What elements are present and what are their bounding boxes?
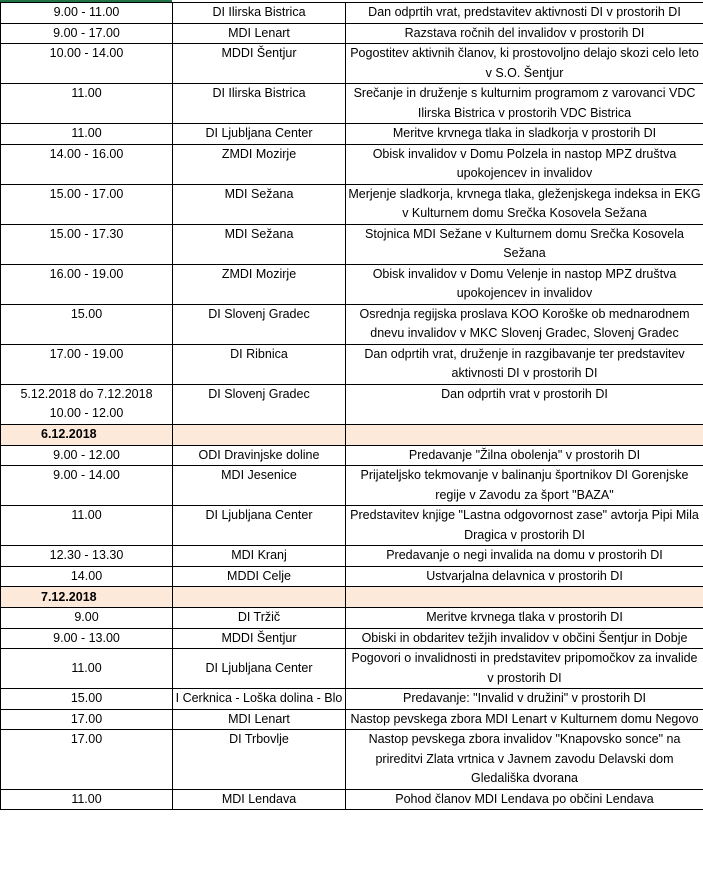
time-cell[interactable]: 11.00 <box>1 84 173 124</box>
time-cell[interactable]: 11.00 <box>1 789 173 810</box>
time-cell[interactable]: 17.00 - 19.00 <box>1 344 173 384</box>
date-range-text: 5.12.2018 do 7.12.2018 <box>20 386 153 401</box>
time-cell[interactable]: 17.00 <box>1 709 173 730</box>
time-cell[interactable]: 9.00 - 17.00 <box>1 23 173 44</box>
description-cell[interactable]: Predavanje: "Invalid v družini" v prostorih DI <box>346 689 703 710</box>
date-header-cell[interactable]: 6.12.2018 <box>1 424 173 445</box>
organization-text: I Cerknica - Loška dolina - Blo <box>175 691 343 705</box>
description-cell[interactable]: Dan odprtih vrat, predstavitev aktivnosti DI v prostorih DI <box>346 3 703 24</box>
description-cell[interactable]: Predavanje o negi invalida na domu v prostorih DI <box>346 546 703 567</box>
description-cell[interactable]: Prijateljsko tekmovanje v balinanju športnikov DI Gorenjske regije v Zavodu za šport "BAZA" <box>346 466 703 506</box>
time-cell[interactable]: 15.00 - 17.00 <box>1 184 173 224</box>
event-row <box>1 3 703 24</box>
description-cell[interactable]: Stojnica MDI Sežane v Kulturnem domu Srečka Kosovela Sežana <box>346 224 703 264</box>
event-row <box>1 546 703 567</box>
description-cell[interactable]: Srečanje in druženje s kulturnim programom z varovanci VDC Ilirska Bistrica v prostorih VDC Bistrica <box>346 84 703 124</box>
events-table <box>0 2 703 810</box>
time-cell[interactable]: 9.00 - 12.00 <box>1 445 173 466</box>
organization-cell[interactable]: DI Slovenj Gradec <box>173 384 346 424</box>
date-header-cell[interactable]: 7.12.2018 <box>1 587 173 608</box>
empty-cell[interactable] <box>346 587 703 608</box>
empty-cell[interactable] <box>173 424 346 445</box>
time-cell[interactable]: 12.30 - 13.30 <box>1 546 173 567</box>
time-cell[interactable]: 15.00 - 17.30 <box>1 224 173 264</box>
event-row <box>1 124 703 145</box>
organization-cell[interactable]: DI Slovenj Gradec <box>173 304 346 344</box>
organization-cell[interactable]: MDI Kranj <box>173 546 346 567</box>
organization-cell[interactable]: MDI Lenart <box>173 23 346 44</box>
time-cell[interactable]: 9.00 - 13.00 <box>1 628 173 649</box>
organization-cell[interactable]: DI Ljubljana Center <box>173 506 346 546</box>
time-cell[interactable]: 14.00 <box>1 566 173 587</box>
description-cell[interactable]: Pogovori o invalidnosti in predstavitev pripomočkov za invalide v prostorih DI <box>346 649 703 689</box>
time-cell[interactable]: 14.00 - 16.00 <box>1 144 173 184</box>
time-cell[interactable]: 15.00 <box>1 689 173 710</box>
description-cell[interactable]: Pogostitev aktivnih članov, ki prostovoljno delajo skozi celo leto v S.O. Šentjur <box>346 44 703 84</box>
time-cell[interactable]: 11.00 <box>1 506 173 546</box>
organization-cell[interactable]: ZMDI Mozirje <box>173 144 346 184</box>
description-cell[interactable]: Predstavitev knjige "Lastna odgovornost zase" avtorja Pipi Mila Dragica v prostorih DI <box>346 506 703 546</box>
organization-cell[interactable]: MDDI Šentjur <box>173 44 346 84</box>
event-row <box>1 304 703 344</box>
event-row <box>1 506 703 546</box>
event-row <box>1 184 703 224</box>
description-cell[interactable]: Nastop pevskega zbora invalidov "Knapovsko sonce" na prireditvi Zlata vrtnica v Javnem zavodu Delavski dom Gledališka dvorana <box>346 730 703 790</box>
organization-cell[interactable]: ZMDI Mozirje <box>173 264 346 304</box>
time-cell[interactable]: 16.00 - 19.00 <box>1 264 173 304</box>
organization-cell[interactable]: MDI Lenart <box>173 709 346 730</box>
time-cell[interactable]: 11.00 <box>1 124 173 145</box>
organization-cell[interactable]: DI Ljubljana Center <box>173 649 346 689</box>
description-cell[interactable]: Ustvarjalna delavnica v prostorih DI <box>346 566 703 587</box>
event-row <box>1 264 703 304</box>
description-cell[interactable]: Pohod članov MDI Lendava po občini Lendava <box>346 789 703 810</box>
organization-cell[interactable]: MDI Sežana <box>173 184 346 224</box>
time-cell[interactable]: 11.00 <box>1 649 173 689</box>
event-row <box>1 689 703 710</box>
event-row <box>1 566 703 587</box>
time-cell[interactable]: 9.00 - 14.00 <box>1 466 173 506</box>
event-row <box>1 144 703 184</box>
description-cell[interactable]: Predavanje "Žilna obolenja" v prostorih DI <box>346 445 703 466</box>
description-cell[interactable]: Obiski in obdaritev težjih invalidov v občini Šentjur in Dobje <box>346 628 703 649</box>
time-text: 10.00 - 12.00 <box>49 406 124 420</box>
organization-cell[interactable]: MDI Sežana <box>173 224 346 264</box>
description-cell[interactable]: Dan odprtih vrat, druženje in razgibavanje ter predstavitev aktivnosti DI v prostorih DI <box>346 344 703 384</box>
event-row <box>1 445 703 466</box>
time-cell[interactable]: 17.00 <box>1 730 173 790</box>
description-cell[interactable]: Meritve krvnega tlaka in sladkorja v prostorih DI <box>346 124 703 145</box>
time-cell[interactable]: 15.00 <box>1 304 173 344</box>
event-row <box>1 224 703 264</box>
organization-cell[interactable] <box>173 689 346 710</box>
description-cell[interactable]: Osrednja regijska proslava KOO Koroške ob mednarodnem dnevu invalidov v MKC Slovenj Gradec, Slovenj Gradec <box>346 304 703 344</box>
date-header-row <box>1 424 703 445</box>
description-cell[interactable]: Razstava ročnih del invalidov v prostorih DI <box>346 23 703 44</box>
event-row <box>1 608 703 629</box>
event-row <box>1 730 703 790</box>
organization-cell[interactable]: ODI Dravinjske doline <box>173 445 346 466</box>
event-row <box>1 23 703 44</box>
event-row <box>1 466 703 506</box>
empty-cell[interactable] <box>346 424 703 445</box>
organization-cell[interactable]: MDDI Celje <box>173 566 346 587</box>
event-row <box>1 628 703 649</box>
event-row <box>1 789 703 810</box>
event-row <box>1 384 703 424</box>
organization-cell[interactable]: MDI Jesenice <box>173 466 346 506</box>
organization-cell[interactable]: DI Ribnica <box>173 344 346 384</box>
organization-cell[interactable]: MDI Lendava <box>173 789 346 810</box>
event-row <box>1 344 703 384</box>
description-cell[interactable]: Obisk invalidov v Domu Velenje in nastop MPZ društva upokojencev in invalidov <box>346 264 703 304</box>
description-cell[interactable]: Dan odprtih vrat v prostorih DI <box>346 384 703 424</box>
event-row <box>1 649 703 689</box>
organization-cell[interactable]: DI Ilirska Bistrica <box>173 3 346 24</box>
organization-cell[interactable]: DI Ljubljana Center <box>173 124 346 145</box>
description-cell[interactable]: Merjenje sladkorja, krvnega tlaka, gleženjskega indeksa in EKG v Kulturnem domu Srečka Kosovela Sežana <box>346 184 703 224</box>
time-cell[interactable] <box>1 384 173 424</box>
event-row <box>1 44 703 84</box>
time-cell[interactable]: 9.00 - 11.00 <box>1 3 173 24</box>
description-cell[interactable]: Nastop pevskega zbora MDI Lenart v Kulturnem domu Negovo <box>346 709 703 730</box>
time-cell[interactable]: 10.00 - 14.00 <box>1 44 173 84</box>
organization-cell[interactable]: MDDI Šentjur <box>173 628 346 649</box>
organization-cell[interactable]: DI Tržič <box>173 608 346 629</box>
description-cell[interactable]: Meritve krvnega tlaka v prostorih DI <box>346 608 703 629</box>
event-row <box>1 709 703 730</box>
empty-cell[interactable] <box>173 587 346 608</box>
event-row <box>1 84 703 124</box>
time-cell[interactable]: 9.00 <box>1 608 173 629</box>
description-cell[interactable]: Obisk invalidov v Domu Polzela in nastop MPZ društva upokojencev in invalidov <box>346 144 703 184</box>
date-header-row <box>1 587 703 608</box>
organization-cell[interactable]: DI Ilirska Bistrica <box>173 84 346 124</box>
organization-cell[interactable]: DI Trbovlje <box>173 730 346 790</box>
